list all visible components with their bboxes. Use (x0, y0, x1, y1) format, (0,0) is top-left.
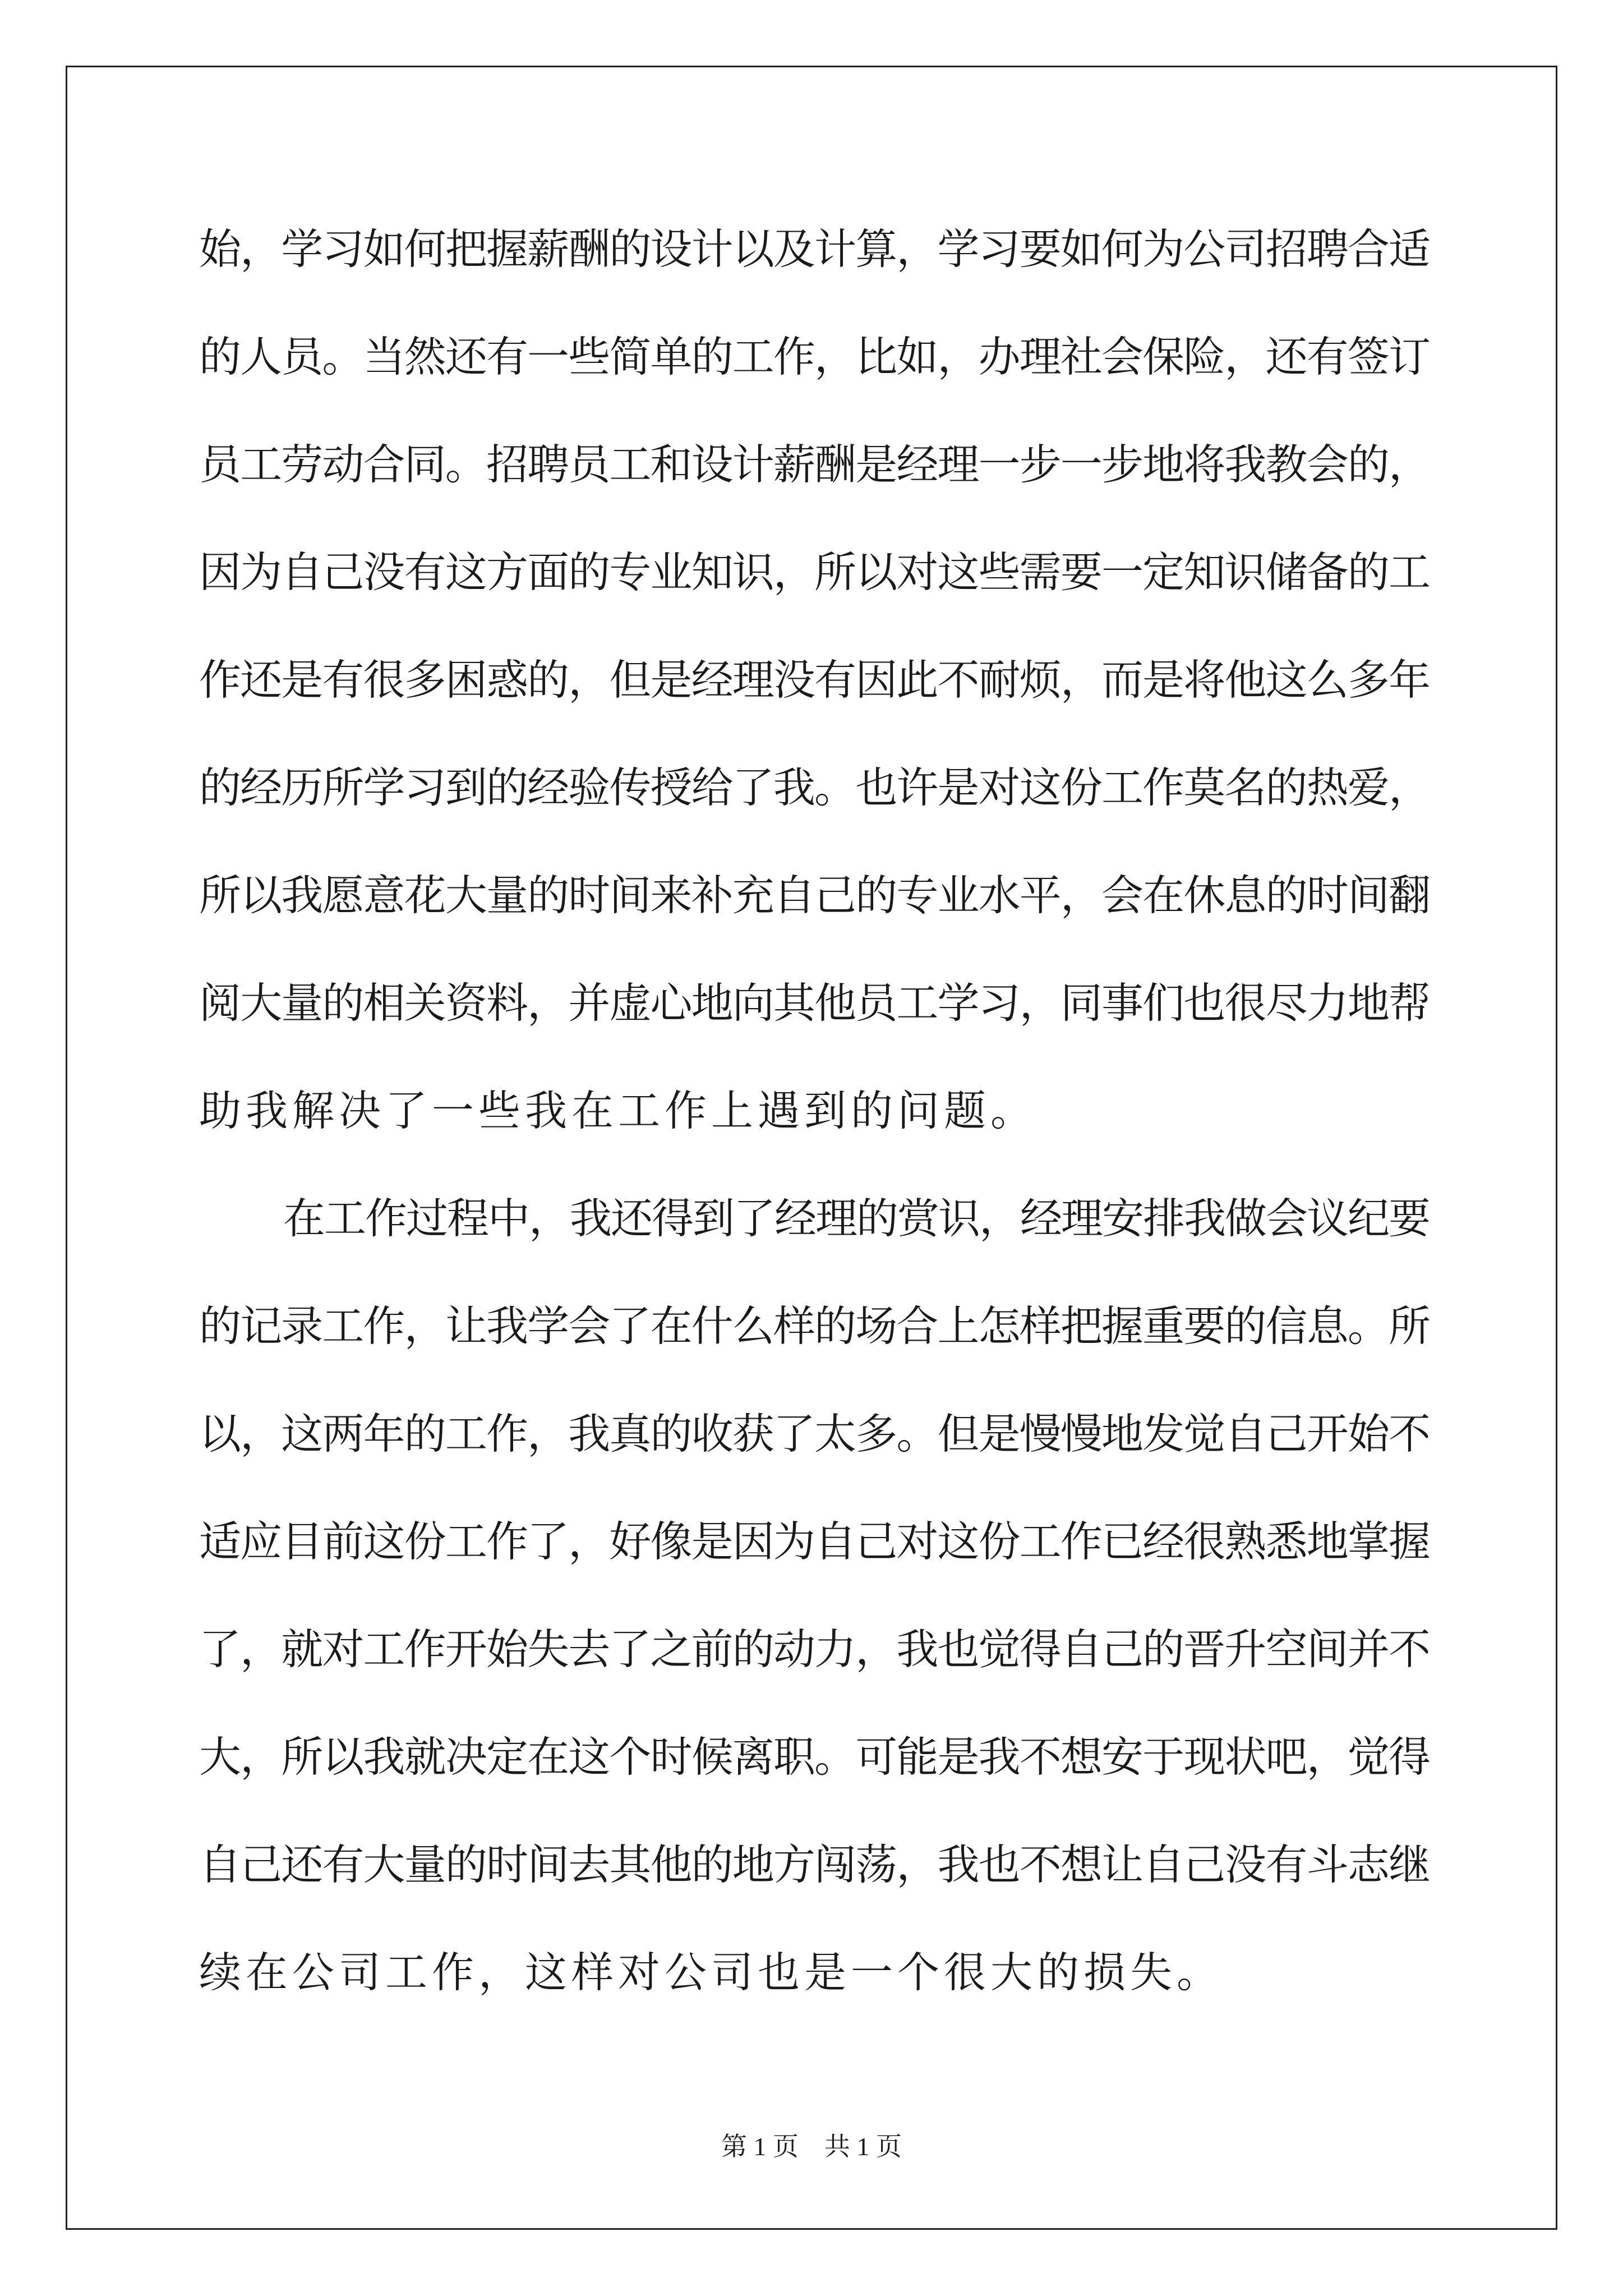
line-text: 在工作过程中，我还得到了经理的赏识，经理安排我做会议纪要 (283, 1194, 1430, 1243)
text-line (199, 734, 1431, 841)
text-line (199, 949, 1431, 1057)
text-line (199, 1488, 1431, 1595)
text-line (199, 1811, 1431, 1918)
text-line (199, 626, 1431, 734)
page-number-label: 第 1 页 共 1 页 (721, 2132, 902, 2161)
line-text: 适应目前这份工作了，好像是因为自己对这份工作已经很熟悉地掌握 (199, 1517, 1430, 1566)
document-body (199, 195, 1431, 2026)
page-footer (0, 2126, 1623, 2163)
line-text: 的经历所学习到的经验传授给了我。也许是对这份工作莫名的热爱， (199, 763, 1430, 812)
line-text: 因为自己没有这方面的专业知识，所以对这些需要一定知识储备的工 (199, 547, 1430, 597)
line-text: 大，所以我就决定在这个时候离职。可能是我不想安于现状吧，觉得 (199, 1732, 1430, 1782)
line-text: 的记录工作，让我学会了在什么样的场合上怎样把握重要的信息。所 (199, 1301, 1430, 1351)
line-text: 的人员。当然还有一些简单的工作，比如，办理社会保险，还有签订 (199, 332, 1430, 381)
text-line (199, 841, 1431, 949)
text-line (199, 195, 1431, 303)
line-text: 以，这两年的工作，我真的收获了太多。但是慢慢地发觉自己开始不 (199, 1409, 1430, 1458)
text-line (199, 1595, 1431, 1703)
text-line (199, 1703, 1431, 1811)
text-line (199, 1380, 1431, 1488)
text-line (199, 1057, 1431, 1165)
text-line (199, 1918, 1431, 2026)
text-line (199, 1165, 1431, 1272)
text-line (199, 411, 1431, 518)
line-text: 阅大量的相关资料，并虚心地向其他员工学习，同事们也很尽力地帮 (199, 978, 1430, 1028)
line-text: 续在公司工作，这样对公司也是一个很大的损失。 (199, 1948, 1224, 1997)
text-line (199, 303, 1431, 411)
text-line (199, 1272, 1431, 1380)
line-text: 员工劳动合同。招聘员工和设计薪酬是经理一步一步地将我教会的， (199, 440, 1430, 489)
line-text: 助我解决了一些我在工作上遇到的问题。 (199, 1086, 1038, 1135)
line-text: 所以我愿意花大量的时间来补充自己的专业水平，会在休息的时间翻 (199, 871, 1430, 920)
line-text: 始，学习如何把握薪酬的设计以及计算，学习要如何为公司招聘合适 (199, 224, 1430, 274)
line-text: 作还是有很多困惑的，但是经理没有因此不耐烦，而是将他这么多年 (199, 655, 1430, 705)
line-text: 了，就对工作开始失去了之前的动力，我也觉得自己的晋升空间并不 (199, 1625, 1430, 1674)
line-text: 自己还有大量的时间去其他的地方闯荡，我也不想让自己没有斗志继 (199, 1840, 1430, 1889)
text-line (199, 518, 1431, 626)
